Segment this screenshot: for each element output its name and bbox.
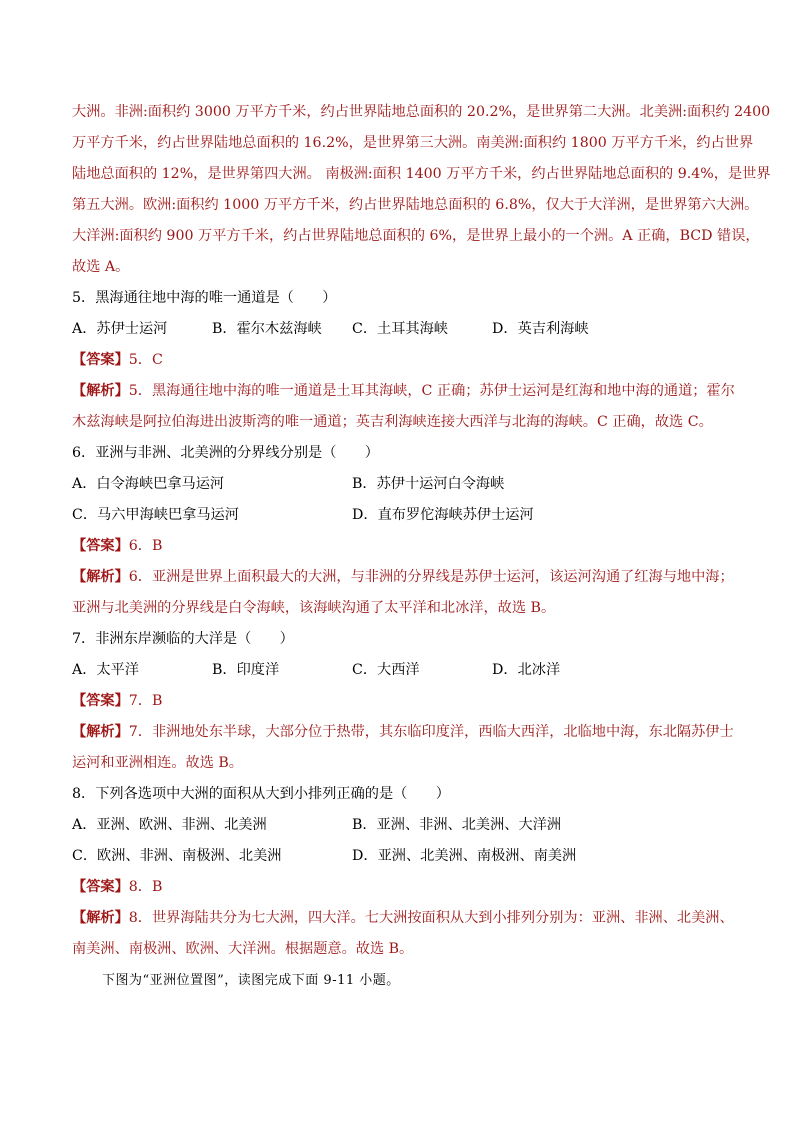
answer-text: 5．C [128, 352, 163, 368]
analysis-text: 7．非洲地处东半球，大部分位于热带，其东临印度洋，西临大西洋，北临地中海，东北隔苏伊士 [128, 724, 734, 740]
q8-option-d: D．亚洲、北美洲、南极洲、南美洲 [352, 848, 577, 864]
answer-tag: 【答案】 [72, 693, 129, 709]
q5-analysis-line: 木兹海峡是阿拉伯海进出波斯湾的唯一通道；英吉利海峡连接大西洋与北海的海峡。C 正确，故选 C。 [72, 414, 713, 430]
analysis-tag: 【解析】 [72, 569, 129, 585]
analysis-text: 5．黑海通往地中海的唯一通道是土耳其海峡，C 正确；苏伊士运河是红海和地中海的通道；霍尔 [128, 383, 735, 399]
explanation-line: 大洋洲:面积约 900 万平方千米，约占世界陆地总面积的 6%，是世界上最小的一个洲。A 正确，BCD 错误， [72, 228, 760, 244]
explanation-line: 大洲。非洲:面积约 3000 万平方千米，约占世界陆地总面积的 20.2%，是世界第二大洲。北美洲:面积约 2400 [72, 104, 771, 120]
q8-analysis-line: 南美洲、南极洲、欧洲、大洋洲。根据题意。故选 B。 [72, 941, 414, 957]
q6-option-d: D．直布罗佗海峡苏伊士运河 [352, 507, 534, 523]
q5-option-d: D．英吉利海峡 [492, 321, 589, 337]
q8-option-a: A．亚洲、欧洲、非洲、北美洲 [72, 817, 267, 833]
explanation-line: 陆地总面积的 12%，是世界第四大洲。 南极洲:面积 1400 万平方千米，约占世界陆地总面积的 9.4%，是世界 [72, 166, 771, 182]
analysis-tag: 【解析】 [72, 910, 129, 926]
q6-option-a: A．白令海峡巴拿马运河 [72, 476, 225, 492]
question-8-stem: 8．下列各选项中大洲的面积从大到小排列正确的是（ ） [72, 786, 450, 802]
explanation-line: 故选 A。 [72, 259, 130, 275]
analysis-text: 6．亚洲是世界上面积最大的大洲，与非洲的分界线是苏伊士运河，该运河沟通了红海与地中海； [128, 569, 734, 585]
analysis-text: 8．世界海陆共分为七大洲，四大洋。七大洲按面积从大到小排列分别为：亚洲、非洲、北美洲、 [128, 910, 734, 926]
explanation-line: 万平方千米，约占世界陆地总面积的 16.2%，是世界第三大洲。南美洲:面积约 1800 万平方千米，约占世界 [72, 135, 754, 151]
q7-option-c: C．大西洋 [352, 662, 420, 678]
q7-option-b: B．印度洋 [212, 662, 280, 678]
analysis-tag: 【解析】 [72, 724, 129, 740]
q7-answer [72, 691, 162, 711]
question-7-stem: 7．非洲东岸濒临的大洋是（ ） [72, 631, 294, 647]
explanation-line: 第五大洲。欧洲:面积约 1000 万平方千米，约占世界陆地总面积的 6.8%，仅大于大洋洲，是世界第六大洲。 [72, 197, 759, 213]
q5-analysis-line [72, 381, 735, 401]
question-6-stem: 6．亚洲与非洲、北美洲的分界线分别是（ ） [72, 445, 379, 461]
q5-option-b: B．霍尔木兹海峡 [212, 321, 322, 337]
q6-analysis-line: 亚洲与北美洲的分界线是白令海峡，该海峡沟通了太平洋和北冰洋，故选 B。 [72, 600, 556, 616]
answer-text: 7．B [128, 693, 163, 709]
q6-option-c: C．马六甲海峡巴拿马运河 [72, 507, 239, 523]
q8-option-b: B．亚洲、非洲、北美洲、大洋洲 [352, 817, 562, 833]
q5-answer [72, 350, 163, 370]
q7-analysis-line [72, 722, 734, 742]
q6-analysis-line [72, 567, 734, 587]
answer-tag: 【答案】 [72, 352, 129, 368]
analysis-tag: 【解析】 [72, 383, 129, 399]
q7-option-d: D．北冰洋 [492, 662, 561, 678]
q6-answer [72, 536, 162, 556]
q6-option-b: B．苏伊十运河白令海峡 [352, 476, 505, 492]
next-group-intro: 下图为“亚洲位置图”，读图完成下面 9-11 小题。 [102, 973, 400, 988]
answer-text: 8．B [128, 879, 163, 895]
answer-tag: 【答案】 [72, 879, 129, 895]
q5-option-a: A．苏伊士运河 [72, 321, 168, 337]
answer-tag: 【答案】 [72, 538, 129, 554]
q8-analysis-line [72, 908, 734, 928]
q7-option-a: A．太平洋 [72, 662, 139, 678]
answer-text: 6．B [128, 538, 163, 554]
q8-option-c: C．欧洲、非洲、南极洲、北美洲 [72, 848, 282, 864]
question-5-stem: 5．黑海通往地中海的唯一通道是（ ） [72, 290, 337, 306]
q8-answer [72, 877, 162, 897]
q5-option-c: C．土耳其海峡 [352, 321, 448, 337]
q7-analysis-line: 运河和亚洲相连。故选 B。 [72, 755, 243, 771]
